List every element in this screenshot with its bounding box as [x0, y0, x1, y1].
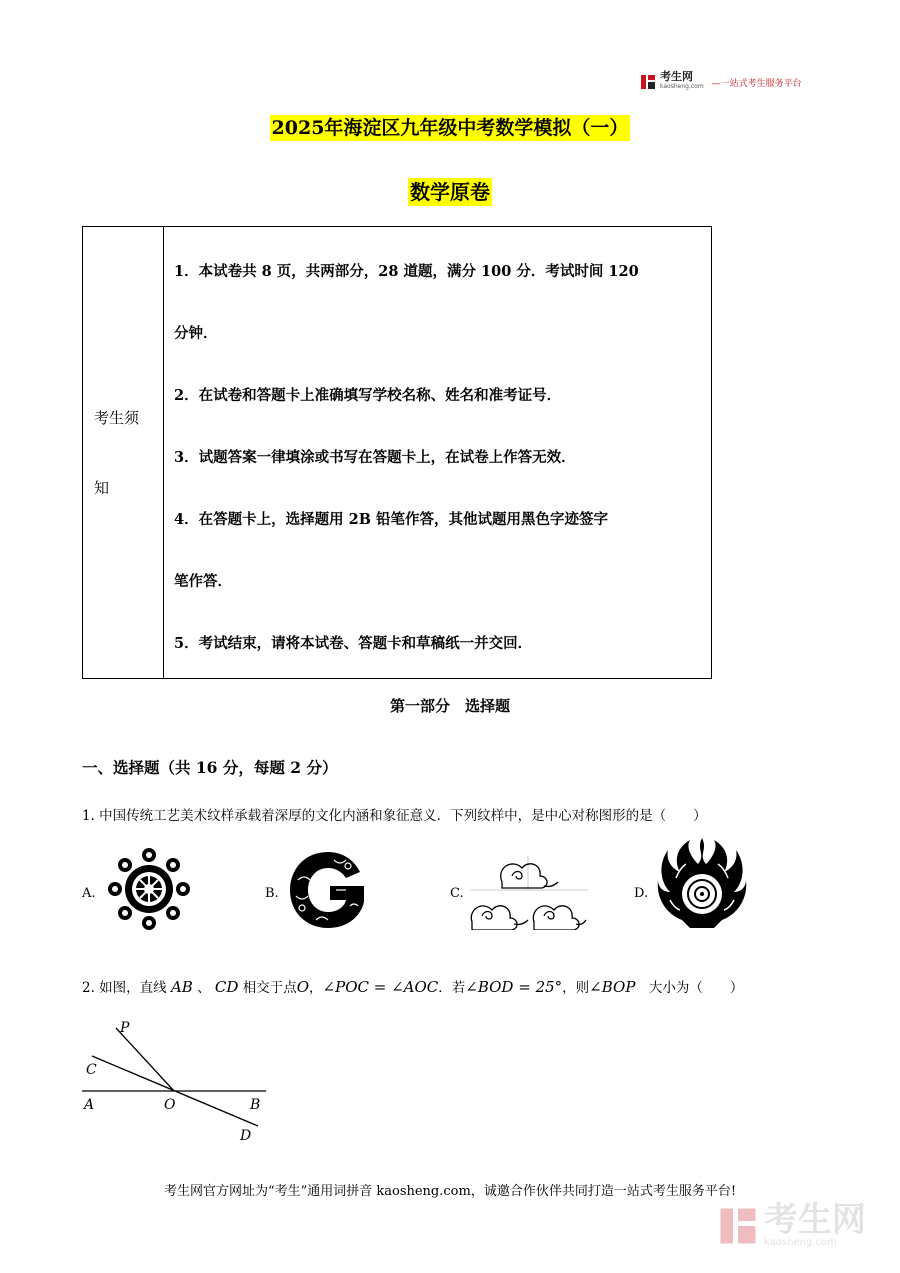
notice-table [82, 226, 712, 679]
watermark-logo-icon [718, 1206, 758, 1246]
page-subtitle: 数学原卷 [410, 180, 490, 204]
q1-option-b-label: B. [265, 886, 279, 901]
page-title: 2025年海淀区九年级中考数学模拟（一） [271, 117, 629, 139]
notice-line: 5．考试结束，请将本试卷、答题卡和草稿纸一并交回． [174, 635, 533, 652]
notice-label-cell [83, 227, 164, 679]
label-p: P [120, 1020, 130, 1036]
ray-op [116, 1028, 174, 1091]
notice-items-cell [164, 227, 712, 679]
watermark-en: kaosheng.com [764, 1237, 837, 1248]
logo-text [660, 72, 704, 92]
notice-line: 分钟． [174, 325, 218, 342]
notice-line: 笔作答． [174, 573, 232, 590]
watermark-cn: 考生网 [764, 1200, 866, 1240]
notice-label-line1: 考生须 [94, 408, 140, 427]
part-title: 第一部分 选择题 [389, 697, 510, 715]
question-2-text: 2. 如图，直线 AB 、 CD 相交于点O，∠POC = ∠AOC．若∠BOD = 25°，则∠BOP 大小为（ ） [82, 978, 744, 996]
label-o: O [164, 1097, 176, 1113]
pattern-a-icon [106, 846, 192, 932]
section-title: 一、选择题（共 16 分，每题 2 分） [82, 758, 338, 777]
pattern-b-icon [286, 850, 370, 930]
notice-line: 4．在答题卡上，选择题用 2B 铅笔作答，其他试题用黑色字迹签字 [174, 511, 609, 528]
notice-line: 1．本试卷共 8 页，共两部分，28 道题，满分 100 分．考试时间 120 [174, 263, 639, 280]
q1-option-a-label: A. [82, 886, 96, 901]
notice-line: 3．试题答案一律填涂或书写在答题卡上，在试卷上作答无效． [174, 449, 576, 466]
q1-option-d-label: D. [634, 886, 649, 901]
notice-label-line2: 知 [94, 478, 110, 497]
logo-en: kaosheng.com [660, 83, 704, 90]
pattern-c-icon [468, 852, 590, 930]
pattern-d-icon [656, 834, 748, 932]
q1-option-c-label: C. [450, 886, 464, 901]
notice-line: 2．在试卷和答题卡上准确填写学校名称、姓名和准考证号． [174, 387, 562, 404]
kaosheng-logo-icon [640, 74, 656, 90]
footer-text: 考生网官方网址为“考生”通用词拼音 kaosheng.com，诚邀合作伙伴共同打造一站式考生服务平台! [163, 1184, 737, 1199]
label-d: D [240, 1128, 252, 1144]
question-2-figure [78, 1012, 278, 1152]
question-1-text: 1. 中国传统工艺美术纹样承载着深厚的文化内涵和象征意义．下列纹样中，是中心对称图形的是（ ） [82, 808, 707, 824]
logo-slogan: —一站式考生服务平台 [711, 78, 802, 89]
watermark [718, 1200, 866, 1248]
label-b: B [250, 1097, 261, 1113]
label-a: A [84, 1097, 95, 1113]
logo-cn: 考生网 [660, 70, 693, 83]
header-logo[interactable] [640, 72, 802, 92]
label-c: C [86, 1062, 97, 1078]
